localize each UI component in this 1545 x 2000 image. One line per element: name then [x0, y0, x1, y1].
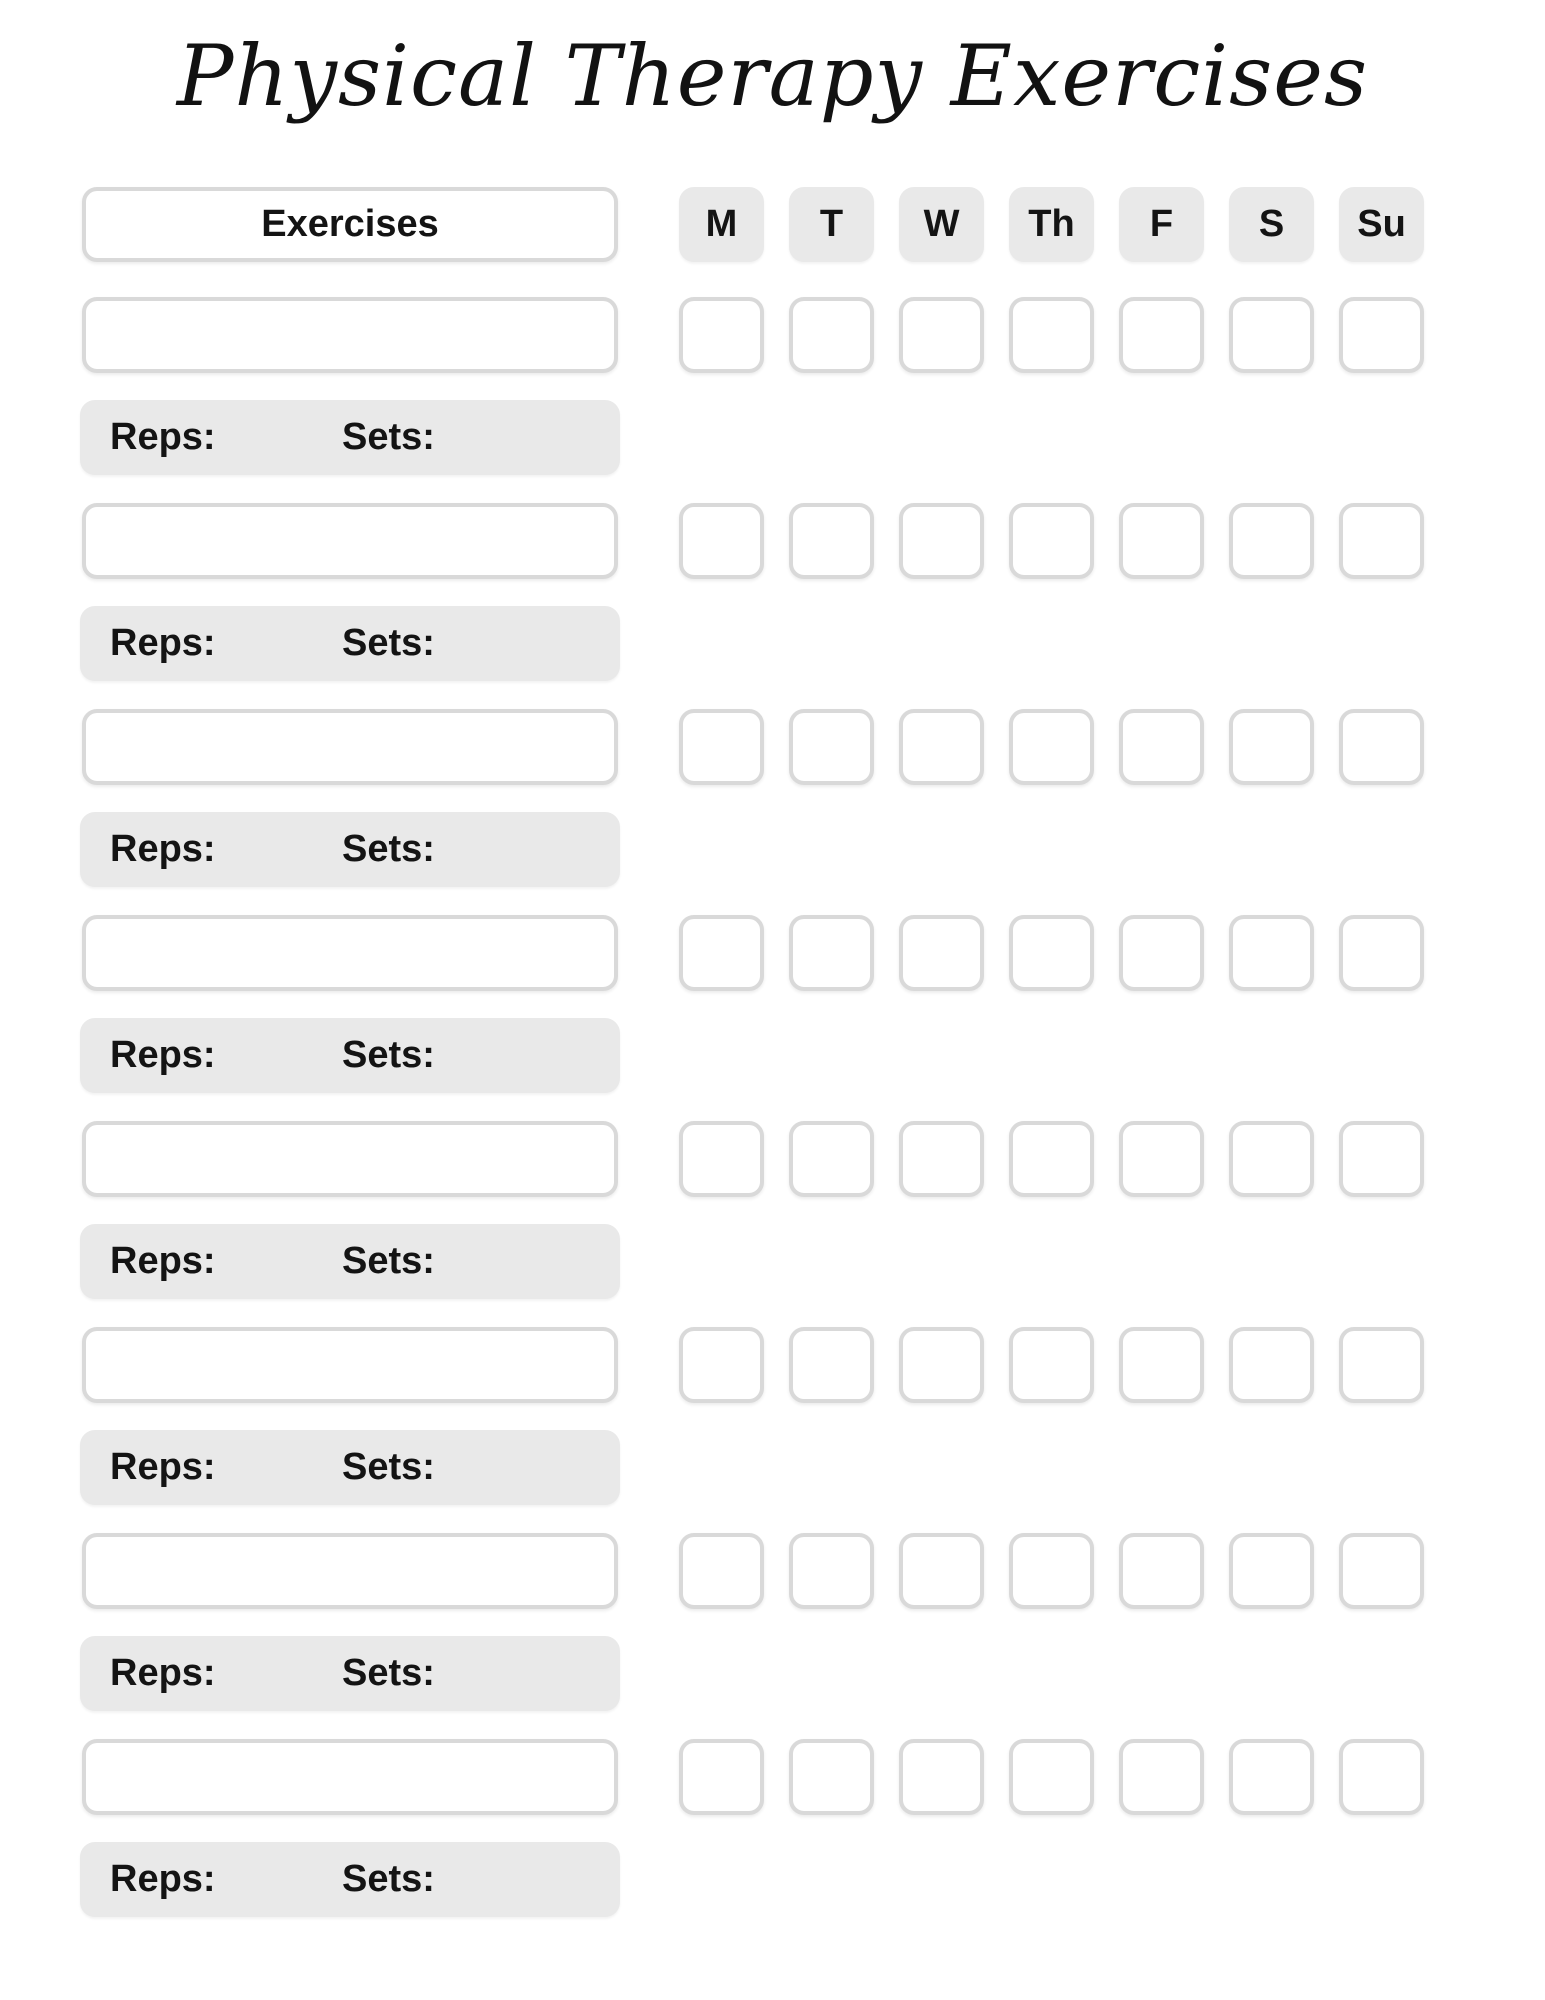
day-checkbox-t[interactable] [789, 1327, 874, 1403]
day-checkbox-w[interactable] [899, 1533, 984, 1609]
reps-value-field[interactable] [226, 1855, 306, 1905]
day-checkbox-th[interactable] [1009, 709, 1094, 785]
reps-label: Reps: [110, 1652, 216, 1694]
sets-label: Sets: [342, 1240, 435, 1282]
day-checkbox-th[interactable] [1009, 1121, 1094, 1197]
day-checkbox-w[interactable] [899, 709, 984, 785]
exercise-name-input[interactable] [82, 297, 618, 373]
sets-label: Sets: [342, 416, 435, 458]
sets-value-field[interactable] [445, 1443, 525, 1493]
reps-sets-bar [80, 1430, 620, 1505]
reps-label: Reps: [110, 622, 216, 664]
table-header-row [82, 187, 1545, 262]
reps-value-field[interactable] [226, 1443, 306, 1493]
day-checkbox-t[interactable] [789, 1533, 874, 1609]
day-checkbox-su[interactable] [1339, 1739, 1424, 1815]
day-checkbox-f[interactable] [1119, 1739, 1204, 1815]
day-checkbox-t[interactable] [789, 503, 874, 579]
day-checkbox-s[interactable] [1229, 503, 1314, 579]
sets-label: Sets: [342, 1652, 435, 1694]
day-header-su: Su [1339, 187, 1424, 262]
day-header-f: F [1119, 187, 1204, 262]
exercise-row [82, 297, 1545, 475]
day-checkboxes [679, 1739, 1424, 1815]
day-checkbox-m[interactable] [679, 709, 764, 785]
reps-sets-bar [80, 812, 620, 887]
day-checkbox-f[interactable] [1119, 297, 1204, 373]
sets-value-field[interactable] [445, 1649, 525, 1699]
day-checkbox-f[interactable] [1119, 1533, 1204, 1609]
day-checkbox-w[interactable] [899, 1121, 984, 1197]
exercise-row [82, 1121, 1545, 1299]
day-checkbox-m[interactable] [679, 1533, 764, 1609]
day-checkboxes [679, 1533, 1424, 1609]
day-checkboxes [679, 915, 1424, 991]
day-checkbox-su[interactable] [1339, 297, 1424, 373]
exercise-row [82, 1533, 1545, 1711]
sets-label: Sets: [342, 1858, 435, 1900]
day-checkbox-s[interactable] [1229, 1327, 1314, 1403]
day-header-s: S [1229, 187, 1314, 262]
day-checkbox-s[interactable] [1229, 1739, 1314, 1815]
day-checkbox-m[interactable] [679, 297, 764, 373]
sets-label: Sets: [342, 828, 435, 870]
day-checkbox-s[interactable] [1229, 1533, 1314, 1609]
day-checkboxes [679, 1121, 1424, 1197]
reps-sets-bar [80, 1018, 620, 1093]
day-header-m: M [679, 187, 764, 262]
reps-sets-bar [80, 1224, 620, 1299]
reps-value-field[interactable] [226, 1649, 306, 1699]
day-checkbox-t[interactable] [789, 297, 874, 373]
sets-value-field[interactable] [445, 825, 525, 875]
day-checkbox-su[interactable] [1339, 1533, 1424, 1609]
reps-label: Reps: [110, 416, 216, 458]
exercise-name-input[interactable] [82, 1121, 618, 1197]
exercise-row [82, 503, 1545, 681]
day-checkboxes [679, 709, 1424, 785]
day-checkbox-t[interactable] [789, 709, 874, 785]
day-checkbox-su[interactable] [1339, 503, 1424, 579]
sets-label: Sets: [342, 622, 435, 664]
reps-label: Reps: [110, 1240, 216, 1282]
exercise-name-input[interactable] [82, 915, 618, 991]
day-headers [679, 187, 1424, 262]
day-checkbox-w[interactable] [899, 915, 984, 991]
day-checkbox-w[interactable] [899, 503, 984, 579]
day-checkbox-m[interactable] [679, 1121, 764, 1197]
day-checkbox-m[interactable] [679, 1739, 764, 1815]
sets-value-field[interactable] [445, 1237, 525, 1287]
reps-value-field[interactable] [226, 1237, 306, 1287]
reps-label: Reps: [110, 828, 216, 870]
exercise-row [82, 915, 1545, 1093]
reps-sets-bar [80, 1636, 620, 1711]
day-checkbox-m[interactable] [679, 915, 764, 991]
day-checkbox-s[interactable] [1229, 709, 1314, 785]
reps-value-field[interactable] [226, 1031, 306, 1081]
day-checkbox-th[interactable] [1009, 1739, 1094, 1815]
day-checkbox-s[interactable] [1229, 297, 1314, 373]
exercise-row [82, 1739, 1545, 1917]
exercises-column-header: Exercises [82, 187, 618, 262]
day-header-t: T [789, 187, 874, 262]
exercise-row [82, 709, 1545, 887]
day-checkbox-f[interactable] [1119, 1121, 1204, 1197]
reps-label: Reps: [110, 1858, 216, 1900]
exercise-name-input[interactable] [82, 1327, 618, 1403]
day-checkbox-su[interactable] [1339, 915, 1424, 991]
day-checkbox-su[interactable] [1339, 709, 1424, 785]
day-checkbox-w[interactable] [899, 1739, 984, 1815]
sets-value-field[interactable] [445, 1031, 525, 1081]
sets-value-field[interactable] [445, 619, 525, 669]
reps-value-field[interactable] [226, 619, 306, 669]
day-checkbox-m[interactable] [679, 503, 764, 579]
day-checkboxes [679, 297, 1424, 373]
day-checkbox-t[interactable] [789, 1121, 874, 1197]
sets-label: Sets: [342, 1034, 435, 1076]
day-checkboxes [679, 503, 1424, 579]
day-checkbox-w[interactable] [899, 1327, 984, 1403]
day-checkbox-th[interactable] [1009, 1533, 1094, 1609]
day-checkbox-th[interactable] [1009, 1327, 1094, 1403]
reps-sets-bar [80, 400, 620, 475]
day-checkbox-m[interactable] [679, 1327, 764, 1403]
day-header-th: Th [1009, 187, 1094, 262]
sets-label: Sets: [342, 1446, 435, 1488]
day-checkbox-t[interactable] [789, 915, 874, 991]
day-checkbox-f[interactable] [1119, 503, 1204, 579]
reps-value-field[interactable] [226, 413, 306, 463]
exercise-name-input[interactable] [82, 1739, 618, 1815]
exercise-rows [0, 297, 1545, 1917]
page-title: Physical Therapy Exercises [176, 27, 1369, 125]
day-checkbox-w[interactable] [899, 297, 984, 373]
day-checkbox-s[interactable] [1229, 915, 1314, 991]
exercise-name-input[interactable] [82, 1533, 618, 1609]
sets-value-field[interactable] [445, 1855, 525, 1905]
sets-value-field[interactable] [445, 413, 525, 463]
day-checkbox-f[interactable] [1119, 1327, 1204, 1403]
day-checkbox-f[interactable] [1119, 915, 1204, 991]
reps-sets-bar [80, 606, 620, 681]
day-checkbox-f[interactable] [1119, 709, 1204, 785]
day-checkboxes [679, 1327, 1424, 1403]
exercise-name-input[interactable] [82, 503, 618, 579]
reps-label: Reps: [110, 1034, 216, 1076]
exercise-row [82, 1327, 1545, 1505]
day-checkbox-su[interactable] [1339, 1327, 1424, 1403]
day-checkbox-su[interactable] [1339, 1121, 1424, 1197]
day-checkbox-th[interactable] [1009, 503, 1094, 579]
day-checkbox-th[interactable] [1009, 297, 1094, 373]
reps-value-field[interactable] [226, 825, 306, 875]
reps-sets-bar [80, 1842, 620, 1917]
day-checkbox-s[interactable] [1229, 1121, 1314, 1197]
day-checkbox-th[interactable] [1009, 915, 1094, 991]
day-header-w: W [899, 187, 984, 262]
exercise-name-input[interactable] [82, 709, 618, 785]
reps-label: Reps: [110, 1446, 216, 1488]
day-checkbox-t[interactable] [789, 1739, 874, 1815]
